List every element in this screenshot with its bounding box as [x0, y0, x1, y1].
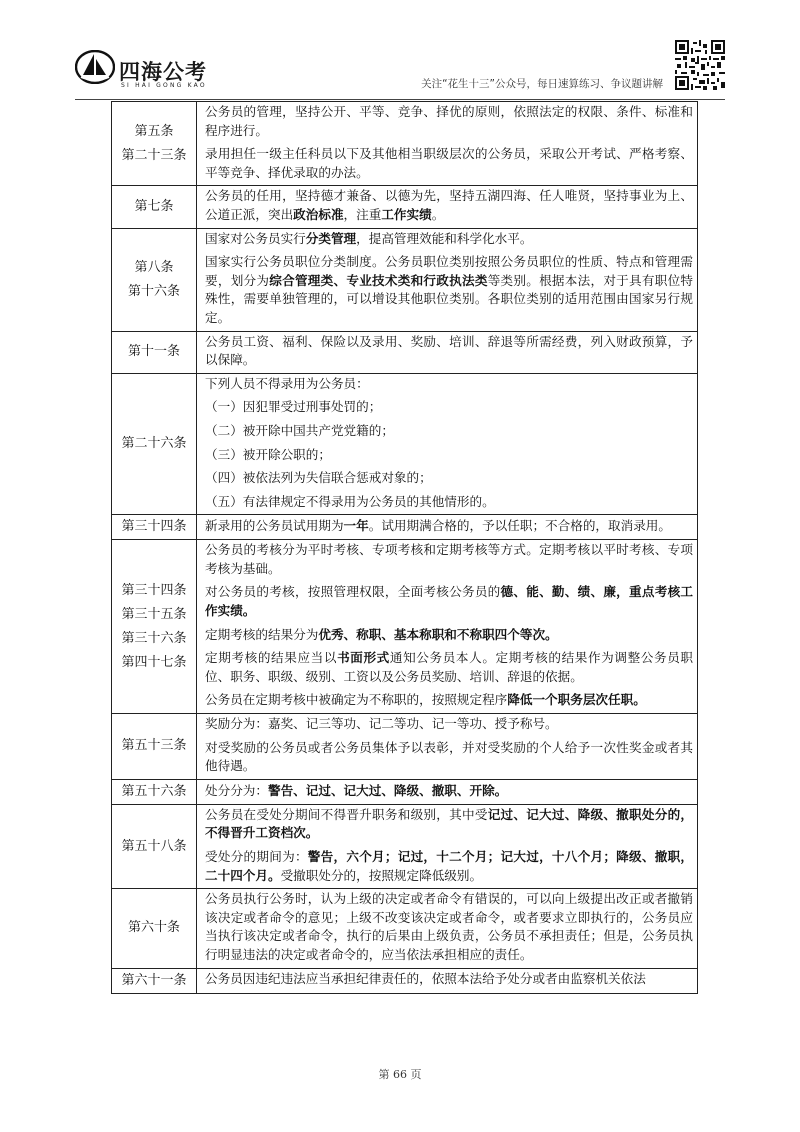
table-row: [112, 889, 698, 968]
article-paragraph: [205, 333, 693, 370]
emphasized-text: 一年: [343, 517, 369, 533]
article-paragraph: [205, 493, 693, 512]
article-paragraph: [205, 375, 693, 394]
text-segment: （二）被开除中国共产党党籍的；: [205, 422, 394, 438]
table-row: [112, 804, 698, 888]
emphasized-text: 降低一个职务层次任职。: [507, 692, 646, 708]
article-paragraph: [205, 890, 693, 964]
header-divider: [75, 99, 725, 100]
text-segment: 公务员执行公务时，认为上级的决定或者命令有错误的，可以向上级提出改正或者撤销该决定或者命令的意见；上级不改变该决定或者命令，或者要求立即执行的，公务员应当执行该决定或者命令，执行的后果由上级负责，公务员不承担责任；但是，公务员执行明显违法的决定或者命令的，应当依法承担相应的责任。: [205, 891, 693, 962]
article-content-cell: [197, 186, 698, 228]
table-row: [112, 779, 698, 804]
article-number-cell: [112, 779, 197, 804]
article-paragraph: [205, 691, 693, 710]
text-segment: 新录用的公务员试用期为: [205, 517, 344, 533]
header-slogan: 关注“花生十三”公众号，每日速算练习、争议题讲解: [421, 78, 663, 90]
text-segment: （三）被开除公职的；: [205, 446, 331, 462]
article-number-cell: [112, 186, 197, 228]
article-paragraph: [205, 782, 693, 801]
article-number: 第七条: [134, 198, 174, 214]
article-number-cell: [112, 889, 197, 968]
table-row: [112, 331, 698, 373]
article-content-cell: [197, 714, 698, 780]
text-segment: 通知公务员本人。定期考核的结果作为调整公务员职位、职务、职级、级别、工资以及公务员奖励、培训、辞退的依据。: [205, 650, 694, 684]
article-number: 第五条: [134, 123, 174, 139]
article-number-cell: [112, 373, 197, 515]
text-segment: 公务员因违纪违法应当承担纪律责任的，依照本法给予处分或者由监察机关依法: [205, 971, 646, 987]
article-paragraph: [205, 253, 693, 327]
table-row: [112, 186, 698, 228]
article-paragraph: [205, 187, 693, 224]
article-number: 第五十三条: [121, 738, 187, 754]
emphasized-text: 记过、记大过、降级、撤职处分的，不得晋升工资档次。: [205, 806, 694, 841]
text-segment: 对公务员的考核，按照管理权限，全面考核公务员的: [205, 584, 501, 600]
text-segment: 等类别。根据本法，对于具有职位特殊性，需要单独管理的，可以增设其他职位类别。各职位类别的适用范围由国家另行规定。: [205, 272, 694, 325]
text-segment: 公务员工资、福利、保险以及录用、奖励、培训、辞退等所需经费，列入财政预算，予以保障。: [205, 333, 693, 368]
table-row: [112, 714, 698, 780]
text-segment: 公务员的任用，坚持德才兼备、以德为先，坚持五湖四海、任人唯贤，坚持事业为上、公道正派，突出: [205, 188, 693, 222]
article-content-cell: [197, 228, 698, 331]
text-segment: 受处分的期间为：: [205, 849, 308, 864]
article-paragraph: [205, 970, 693, 989]
article-number: 第二十六条: [121, 436, 187, 451]
article-paragraph: [205, 848, 693, 885]
article-number: 第二十三条: [121, 147, 187, 163]
article-paragraph: [205, 715, 693, 734]
page-number: 第 66 页: [378, 1068, 422, 1081]
article-number-cell: [112, 804, 197, 888]
text-segment: 对受奖励的公务员或者公务员集体予以表彰，并对受奖励的个人给予一次性奖金或者其他待遇。: [205, 739, 693, 774]
table-row: [112, 228, 698, 331]
text-segment: ，注重: [343, 206, 382, 222]
article-number: 第六十条: [127, 920, 180, 936]
article-paragraph: [205, 145, 693, 182]
text-segment: 国家实行公务员职位分类制度。公务员职位类别按照公务员职位的性质、特点和管理需要，划分为: [205, 254, 693, 288]
article-paragraph: [205, 649, 693, 686]
article-content-cell: [197, 779, 698, 804]
article-number: 第三十六条: [121, 630, 187, 646]
article-content-cell: [197, 968, 698, 993]
article-paragraph: [205, 398, 693, 417]
table-row: [112, 968, 698, 993]
article-content-cell: [197, 515, 698, 540]
emphasized-text: 政治标准: [293, 206, 344, 222]
text-segment: 公务员的考核分为平时考核、专项考核和定期考核等方式。定期考核以平时考核、专项考核为基础。: [205, 542, 693, 576]
brand-name: 四海公考: [119, 60, 207, 84]
article-number-cell: [112, 331, 197, 373]
sailboat-logo-icon: [75, 50, 115, 84]
text-segment: 奖励分为：嘉奖、记三等功、记二等功、记一等功、授予称号。: [205, 716, 558, 732]
article-number-cell: [112, 968, 197, 993]
article-number-cell: [112, 714, 197, 780]
text-segment: 公务员在定期考核中被确定为不称职的，按照规定程序: [205, 692, 508, 708]
emphasized-text: 德、能、勤、绩、廉，重点考核工作实绩。: [205, 584, 694, 619]
text-segment: 处分分为：: [205, 782, 268, 798]
emphasized-text: 工作实绩: [381, 206, 432, 222]
text-segment: 公务员的管理，坚持公开、平等、竞争、择优的原则，依照法定的权限、条件、标准和程序进行。: [205, 104, 693, 138]
article-number-cell: [112, 228, 197, 331]
text-segment: 定期考核的结果应当以: [205, 650, 338, 666]
law-articles-table: [111, 101, 698, 994]
article-number: 第四十七条: [121, 654, 187, 670]
text-segment: 定期考核的结果分为: [205, 626, 319, 642]
table-row: [112, 373, 698, 515]
article-paragraph: [205, 517, 693, 536]
text-segment: （五）有法律规定不得录用为公务员的其他情形的。: [205, 493, 495, 509]
emphasized-text: 综合管理类、专业技术类和行政执法类: [269, 272, 488, 288]
text-segment: 受撤职处分的，按照规定降低级别。: [280, 867, 483, 883]
qr-code-icon: [675, 40, 725, 90]
article-content-cell: [197, 804, 698, 888]
article-content-cell: [197, 102, 698, 186]
page-header: [75, 38, 725, 100]
article-number: 第三十四条: [121, 519, 187, 535]
article-paragraph: [205, 446, 693, 465]
brand-subtitle: SI HAI GONG KAO: [121, 82, 207, 89]
article-paragraph: [205, 469, 693, 488]
text-segment: 公务员在受处分期间不得晋升职务和级别，其中受: [205, 806, 488, 822]
table-row: [112, 540, 698, 714]
article-paragraph: [205, 230, 693, 249]
article-paragraph: [205, 541, 693, 578]
article-content-cell: [197, 373, 698, 515]
article-number: 第五十六条: [121, 783, 187, 799]
text-segment: （一）因犯罪受过刑事处罚的；: [205, 399, 382, 415]
table-body: [112, 102, 698, 994]
text-segment: 国家对公务员实行: [205, 230, 306, 246]
article-number: 第十一条: [127, 344, 180, 360]
text-segment: 。: [431, 206, 445, 222]
article-number: 第十六条: [127, 283, 180, 299]
article-number: 第六十一条: [121, 972, 187, 988]
emphasized-text: 警告、记过、记大过、降级、撤职、开除。: [267, 782, 508, 798]
article-paragraph: [205, 739, 693, 776]
emphasized-text: 书面形式: [337, 650, 390, 666]
article-number: 第五十八条: [121, 838, 187, 854]
text-segment: ，提高管理效能和科学化水平。: [356, 230, 533, 246]
text-segment: 录用担任一级主任科员以下及其他相当职级层次的公务员，采取公开考试、严格考察、平等竞争、择优录取的办法。: [205, 146, 693, 180]
emphasized-text: 分类管理: [305, 230, 357, 246]
article-content-cell: [197, 889, 698, 968]
article-paragraph: [205, 626, 693, 645]
emphasized-text: 警告，六个月；记过，十二个月；记大过，十八个月；降级、撤职，二十四个月。: [205, 849, 694, 883]
article-number: 第三十五条: [121, 606, 187, 622]
article-paragraph: [205, 806, 693, 843]
article-paragraph: [205, 103, 693, 140]
article-content-cell: [197, 540, 698, 714]
text-segment: （四）被依法列为失信联合惩戒对象的；: [205, 470, 432, 486]
article-number-cell: [112, 515, 197, 540]
text-segment: 。试用期满合格的，予以任职；不合格的，取消录用。: [368, 517, 671, 533]
article-number-cell: [112, 102, 197, 186]
article-number-cell: [112, 540, 197, 714]
table-row: [112, 515, 698, 540]
article-content-cell: [197, 331, 698, 373]
emphasized-text: 优秀、称职、基本称职和不称职四个等次。: [318, 626, 558, 642]
article-number: 第八条: [134, 259, 174, 275]
article-paragraph: [205, 422, 693, 441]
text-segment: 下列人员不得录用为公务员：: [205, 375, 369, 391]
article-paragraph: [205, 583, 693, 620]
article-number: 第三十四条: [121, 582, 187, 598]
table-row: [112, 102, 698, 186]
